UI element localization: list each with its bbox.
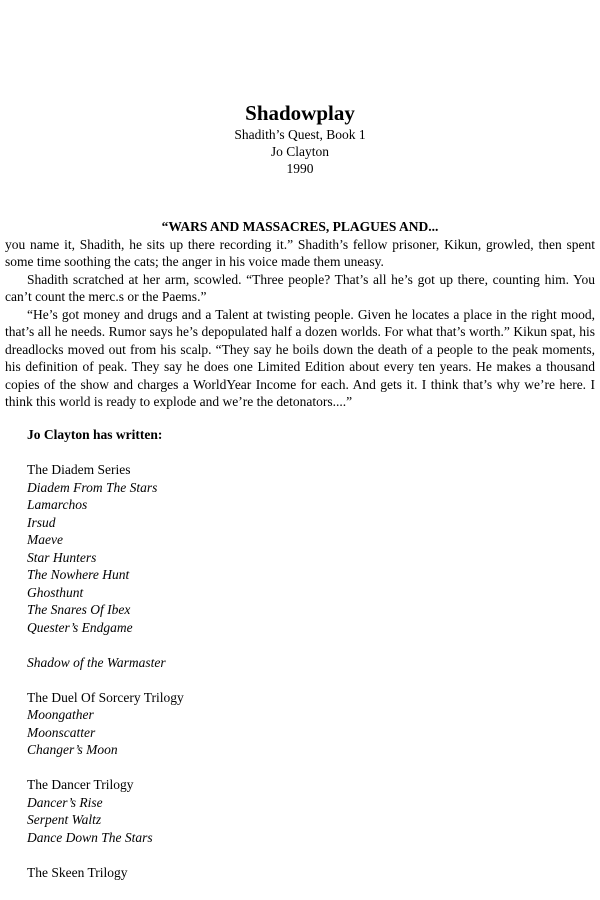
excerpt <box>5 218 595 411</box>
book-title-item: Moongather <box>27 707 94 722</box>
series-line: Shadith’s Quest, Book 1 <box>234 127 366 142</box>
series-name: The Skeen Trilogy <box>27 864 128 880</box>
excerpt-paragraph: you name it, Shadith, he sits up there recording it.” Shadith’s fellow prisoner, Kikun, growled, then spent some time soothing the cats; the anger in his voice made them uneasy. <box>5 236 595 269</box>
book-title-item: Dancer’s Rise <box>27 794 103 810</box>
book-title-item: Ghosthunt <box>27 584 84 600</box>
series-name: The Diadem Series <box>27 462 131 477</box>
book-title-item: Dance Down The Stars <box>27 829 153 845</box>
series-group <box>27 461 587 636</box>
book-title-item: Star Hunters <box>27 549 97 565</box>
title-block <box>0 100 600 177</box>
series-group <box>27 776 587 846</box>
excerpt-paragraph: Shadith scratched at her arm, scowled. “Three people? That’s all he’s got up there, counting him. You can’t count the merc.s or the Paems.” <box>5 271 595 304</box>
series-group <box>27 864 587 882</box>
series-group <box>27 689 587 759</box>
book-title-item: The Snares Of Ibex <box>27 602 131 617</box>
book-title-item: The Nowhere Hunt <box>27 567 130 582</box>
book-title-item: Diadem From The Stars <box>27 479 158 495</box>
book-title-item: Lamarchos <box>27 497 88 512</box>
series-group <box>27 654 587 672</box>
book-title-item: Irsud <box>27 514 56 530</box>
excerpt-heading: “WARS AND MASSACRES, PLAGUES AND... <box>161 219 439 234</box>
excerpt-paragraph: “He’s got money and drugs and a Talent at twisting people. Given he locates a place in the right mood, that’s all he needs. Rumor says he’s depopulated half a dozen worlds. For what that’s worth.” Kikun spat, his dreadlocks moved out from his scalp. “They say he boils down the death of a people to the peak moments, his definition of peak. They say he does one Limited Edition about every ten years. He makes a thousand copies of the show and charges a WorldYear Income for each. And gets it. I think that’s why we’re here. I think this world is ready to explode and we’re the detonators....” <box>5 306 595 409</box>
series-name: The Duel Of Sorcery Trilogy <box>27 689 184 705</box>
book-title-item: Maeve <box>27 532 63 547</box>
works-list <box>27 426 587 899</box>
book-title-item: Shadow of the Warmaster <box>27 654 166 670</box>
series-name: The Dancer Trilogy <box>27 777 134 792</box>
works-heading: Jo Clayton has written: <box>27 427 163 442</box>
book-title-item: Quester’s Endgame <box>27 619 133 635</box>
book-title-item: Changer’s Moon <box>27 742 118 757</box>
book-title-item: Moonscatter <box>27 724 96 740</box>
book-title: Shadowplay <box>245 101 355 125</box>
book-title-item: Serpent Waltz <box>27 812 102 827</box>
year-line: 1990 <box>286 161 314 176</box>
author-line: Jo Clayton <box>270 144 330 159</box>
